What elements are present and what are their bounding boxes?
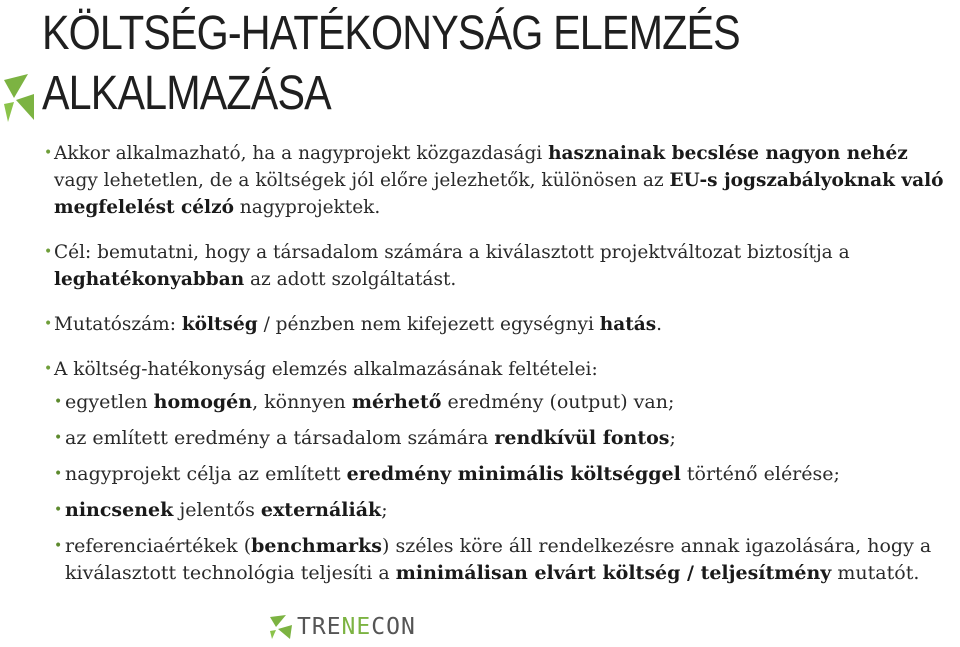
logo-wordmark: TRENECON — [297, 614, 416, 640]
condition-item: • nagyprojekt célja az említett eredmény minimális költséggel történő elérése; — [54, 461, 956, 488]
green-triangle-mark-icon — [4, 74, 34, 122]
content-body — [44, 140, 956, 590]
condition-item: • az említett eredmény a társadalom számára rendkívül fontos; — [54, 425, 956, 452]
condition-item: • egyetlen homogén, könnyen mérhető eredmény (output) van; — [54, 389, 956, 416]
condition-item: • referenciaértékek (benchmarks) széles köre áll rendelkezésre annak igazolására, hogy a kiválasztott technológia teljesíti a minimálisan elvárt költség / teljesítmény mutatót. — [54, 533, 956, 587]
bullet-applicability: • Akkor alkalmazható, ha a nagyprojekt közgazdasági hasznainak becslése nagyon nehéz vagy lehetetlen, de a költségek jól előre jelezhetők, különösen az EU-s jogszabályoknak való megfelelést célzó nagyprojektek. — [44, 140, 956, 221]
condition-item: • nincsenek jelentős externáliák; — [54, 497, 956, 524]
bullet-goal: • Cél: bemutatni, hogy a társadalom számára a kiválasztott projektváltozat biztosítja a leghatékonyabban az adott szolgáltatást. — [44, 239, 956, 293]
page-title — [42, 4, 829, 124]
trenecon-logo — [270, 614, 416, 640]
bullet-indicator: • Mutatószám: költség / pénzben nem kifejezett egységnyi hatás. — [44, 311, 956, 338]
title-line-1: KÖLTSÉG-HATÉKONYSÁG ELEMZÉS — [42, 7, 740, 60]
bullet-conditions-intro: • A költség-hatékonyság elemzés alkalmazásának feltételei: — [44, 356, 956, 383]
trenecon-logo-mark-icon — [270, 615, 292, 639]
title-line-2: ALKALMAZÁSA — [42, 67, 331, 120]
